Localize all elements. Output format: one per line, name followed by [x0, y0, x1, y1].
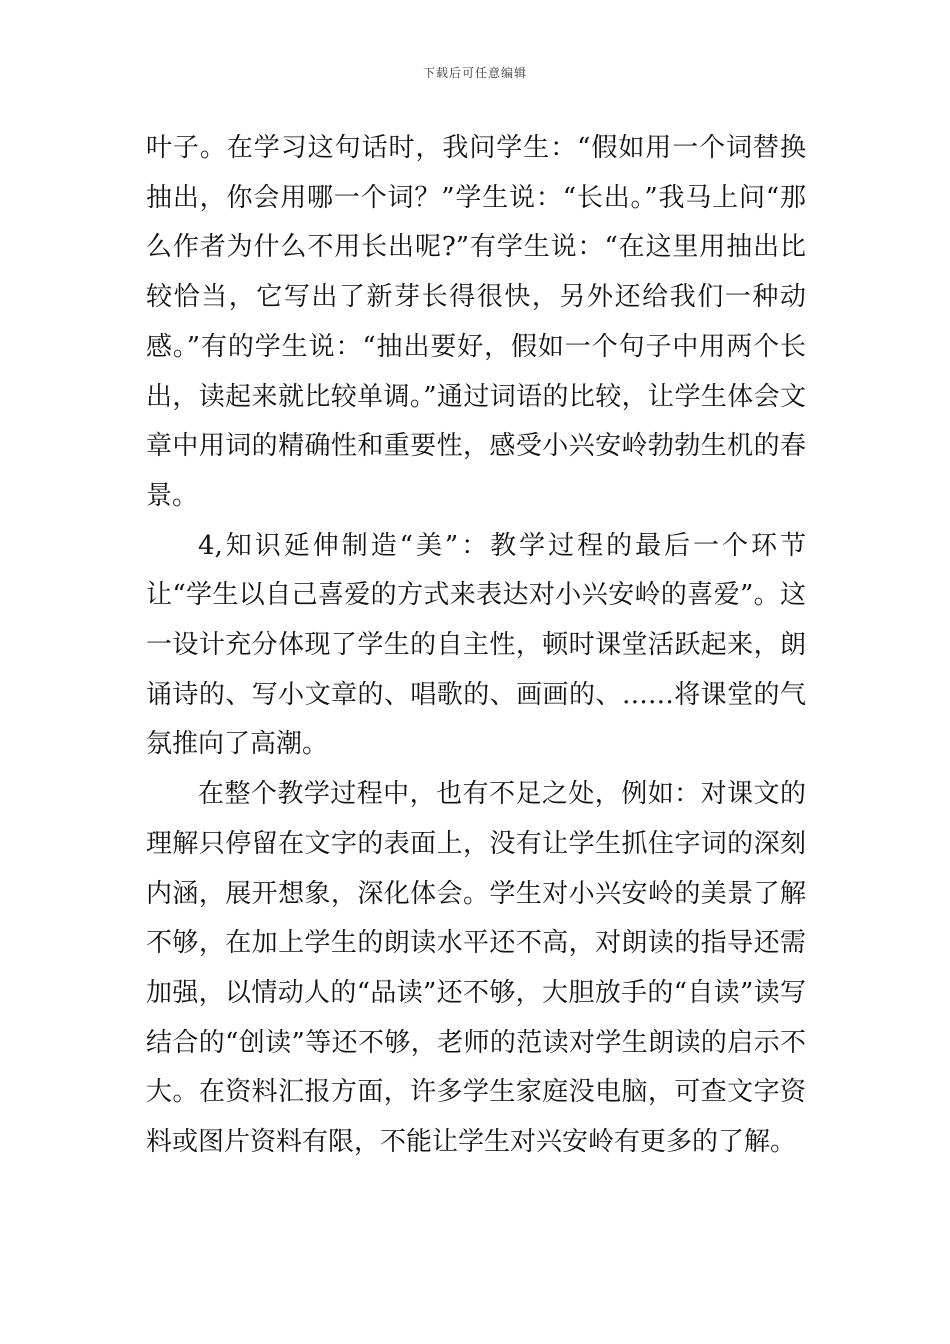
paragraph-3: 在整个教学过程中，也有不足之处，例如：对课文的理解只停留在文字的表面上，没有让学生抓住字词的深刻内涵，展开想象，深化体会。学生对小兴安岭的美景了解不够，在加上学生的朗读水平还不高，对朗读的指导还需加强，以情动人的“品读”还不够，大胆放手的“自读”读写结合的“创读”等还不够，老师的范读对学生朗读的启示不大。在资料汇报方面，许多学生家庭没电脑，可查文字资料或图片资料有限，不能让学生对兴安岭有更多的了解。: [146, 779, 806, 1158]
paragraph-1: 叶子。在学习这句话时，我问学生：“假如用一个词替换抽出，你会用哪一个词？”学生说：“长出。”我马上问“那么作者为什么不用长出呢?”有学生说：“在这里用抽出比较恰当，它写出了新芽长得很快，另外还给我们一种动感。”有的学生说：“抽出要好，假如一个句子中用两个长出，读起来就比较单调。”通过词语的比较，让学生体会文章中用词的精确性和重要性，感受小兴安岭勃勃生机的春景。: [146, 133, 806, 511]
document-body: [146, 124, 806, 1168]
page-header: 下载后可任意编辑: [422, 66, 527, 80]
paragraph-2: 4,知识延伸制造“美”：教学过程的最后一个环节让“学生以自己喜爱的方式来表达对小兴安岭的喜爱”。这一设计充分体现了学生的自主性，顿时课堂活跃起来，朗诵诗的、写小文章的、唱歌的、画画的、……将课堂的气氛推向了高潮。: [146, 530, 806, 760]
